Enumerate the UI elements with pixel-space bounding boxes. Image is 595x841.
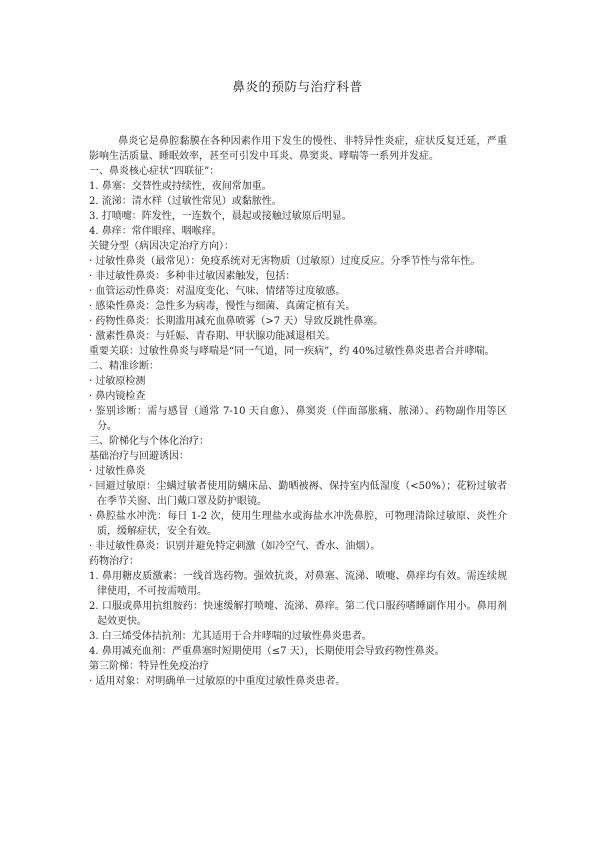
sub-bullet-item: · 鼻腔盐水冲洗：每日 1-2 次，使用生理盐水或海盐水冲洗鼻腔，可物理清除过敏原、炎性介质，缓解症状，安全有效。 — [89, 511, 507, 537]
drug-item: 1. 鼻用糖皮质激素：一线首选药物。强效抗炎，对鼻塞、流涕、喷嚏、鼻痒均有效。需连续规律使用，不可按需喷用。 — [89, 571, 507, 597]
sub-bullet-item: · 回避过敏原：尘螨过敏者使用防螨床品、勤晒被褥、保持室内低湿度（<50%）；花粉过敏者在季节关窗、出门戴口罩及防护眼镜。 — [89, 481, 507, 507]
symptom-item: 3. 打喷嚏：阵发性，一连数个，晨起或接触过敏原后明显。 — [89, 211, 352, 222]
drug-item: 4. 鼻用减充血剂：严重鼻塞时短期使用（≤7 天），长期使用会导致药物性鼻炎。 — [89, 646, 445, 657]
bullet-item: · 非过敏性鼻炎：识别并避免特定刺激（如冷空气、香水、油烟）。 — [89, 541, 381, 552]
drug-item: 3. 白三烯受体拮抗剂：尤其适用于合并哮喘的过敏性鼻炎患者。 — [89, 631, 372, 642]
sub-bullet-item: · 感染性鼻炎：急性多为病毒，慢性与细菌、真菌定植有关。 — [89, 301, 356, 312]
section-heading-symptoms: 一、鼻炎核心症状“四联征”： — [89, 166, 220, 177]
section-heading-diagnosis: 二、精准诊断： — [89, 361, 159, 372]
symptom-item: 1. 鼻塞：交替性或持续性，夜间常加重。 — [89, 181, 272, 192]
section-heading-treatment: 三、阶梯化与个体化治疗： — [89, 436, 209, 447]
subheading-basic-treatment: 基础治疗与回避诱因： — [89, 451, 189, 462]
document-title: 鼻炎的预防与治疗科普 — [232, 79, 363, 94]
sub-bullet-item: · 激素性鼻炎：与妊娠、青春期、甲状腺功能减退相关。 — [89, 331, 336, 342]
symptom-item: 2. 流涕：清水样（过敏性常见）或黏脓性。 — [89, 196, 282, 207]
bullet-item: · 鼻内镜检查 — [89, 391, 146, 402]
sub-bullet-item: · 药物性鼻炎：长期滥用减充血鼻喷雾（>7 天）导致反跳性鼻塞。 — [89, 316, 384, 327]
intro-paragraph: 鼻炎它是鼻腔黏膜在各种因素作用下发生的慢性、非特异性炎症，症状反复迁延，严重影响生活质量、睡眠效率，甚至可引发中耳炎、鼻窦炎、哮喘等一系列并发症。 — [89, 136, 507, 162]
subheading-drug-treatment: 药物治疗： — [89, 556, 139, 567]
subheading-classification: 关键分型（病因决定治疗方向）： — [89, 241, 234, 252]
important-note: 重要关联：过敏性鼻炎与哮喘是“同一气道，同一疾病”，约 40%过敏性鼻炎患者合并哮喘。 — [89, 346, 495, 357]
bullet-item: · 鉴别诊断：需与感冒（通常 7-10 天自愈）、鼻窦炎（伴面部胀痛、脓涕）、药物副作用等区分。 — [89, 406, 507, 432]
sub-bullet-item: · 过敏性鼻炎 — [89, 466, 146, 477]
bullet-item: · 过敏性鼻炎（最常见）：免疫系统对无害物质（过敏原）过度反应。分季节性与常年性。 — [89, 256, 481, 267]
subheading-immunotherapy: 第三阶梯：特异性免疫治疗 — [89, 661, 209, 672]
document-body — [89, 134, 507, 689]
symptom-item: 4. 鼻痒：常伴眼痒、咽喉痒。 — [89, 226, 222, 237]
bullet-item: · 适用对象：对明确单一过敏原的中重度过敏性鼻炎患者。 — [89, 676, 346, 687]
bullet-item: · 过敏原检测 — [89, 376, 146, 387]
bullet-item: · 非过敏性鼻炎：多种非过敏因素触发，包括： — [89, 271, 296, 282]
sub-bullet-item: · 血管运动性鼻炎：对温度变化、气味、情绪等过度敏感。 — [89, 286, 346, 297]
drug-item: 2. 口服或鼻用抗组胺药：快速缓解打喷嚏、流涕、鼻痒。第二代口服药嗜睡副作用小。鼻用剂起效更快。 — [89, 601, 507, 627]
